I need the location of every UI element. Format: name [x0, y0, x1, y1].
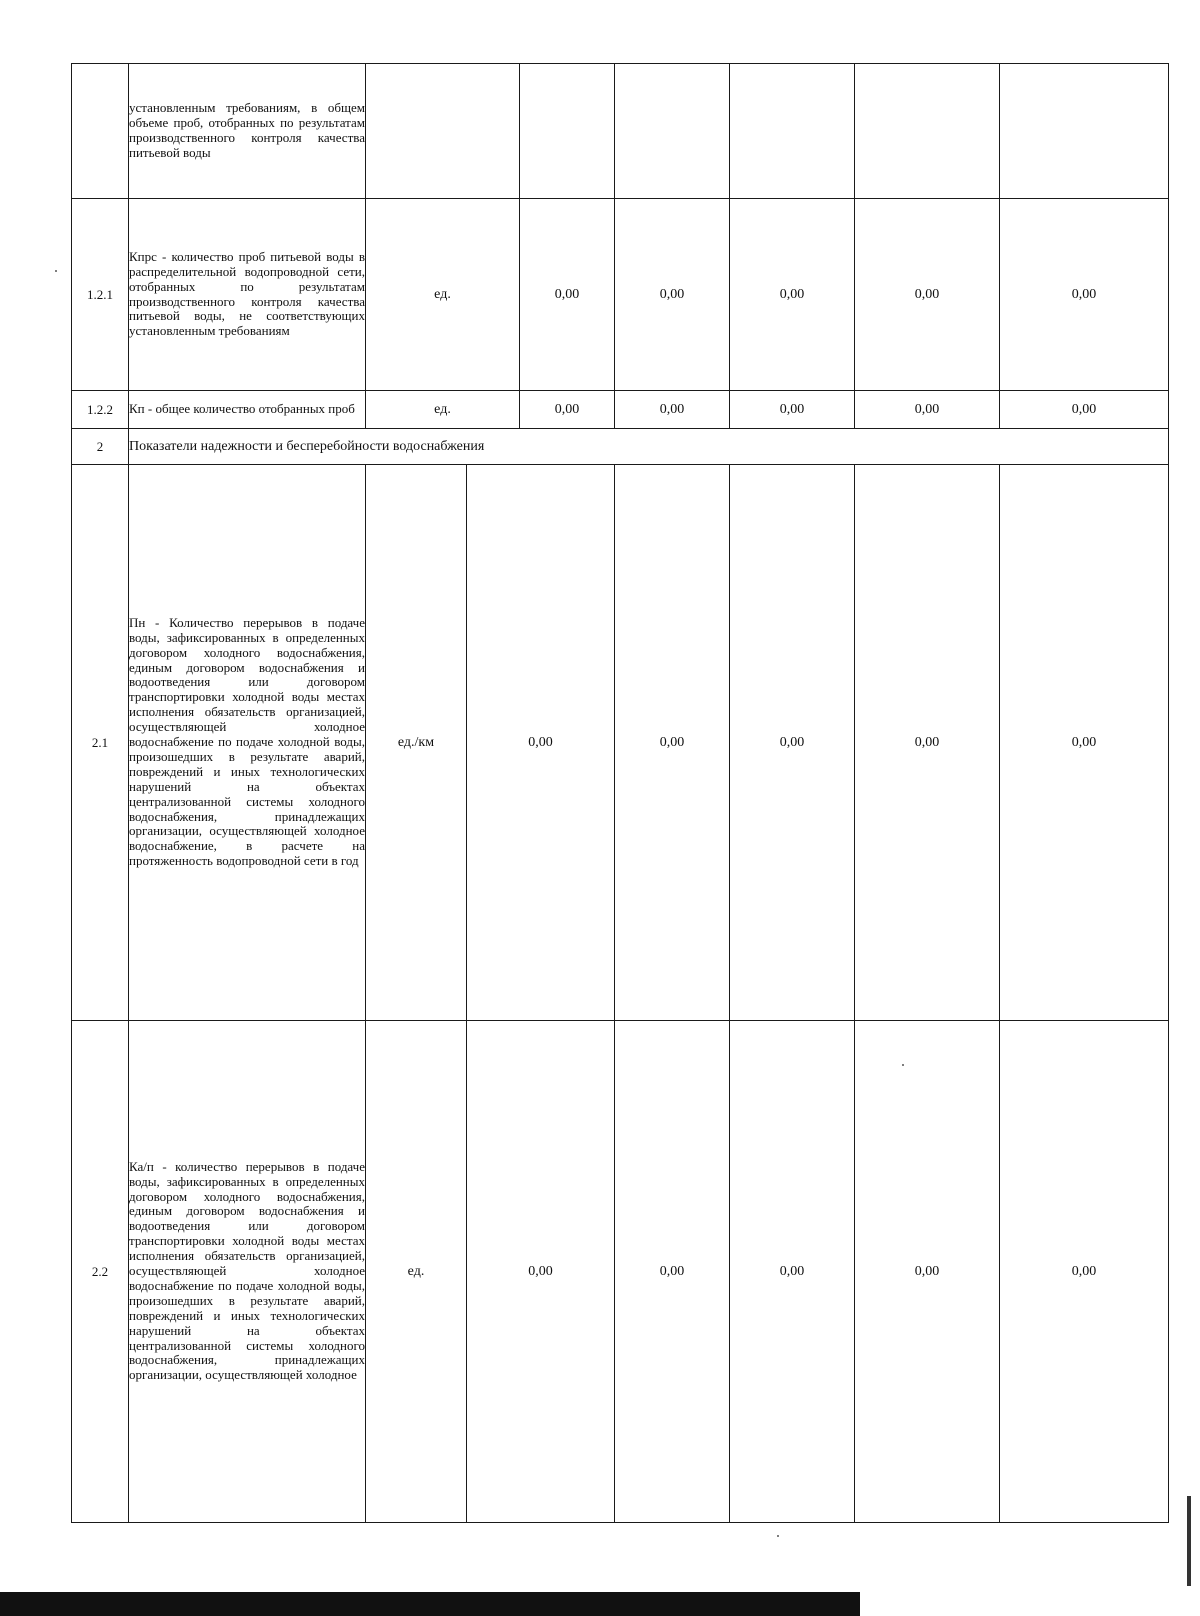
- value-cell: 0,00: [520, 391, 615, 429]
- scan-speck: [777, 1535, 779, 1537]
- row-number: 1.2.1: [72, 199, 129, 391]
- row-number: 2.1: [72, 465, 129, 1021]
- row-number: [72, 64, 129, 199]
- section-title: Показатели надежности и бесперебойности водоснабжения: [129, 429, 1169, 465]
- value-cell: 0,00: [855, 391, 1000, 429]
- value-cell: 0,00: [467, 465, 615, 1021]
- scan-edge-mark: [1187, 1496, 1191, 1586]
- value-cell: 0,00: [520, 199, 615, 391]
- section-row: [72, 429, 1169, 465]
- row-number: 2.2: [72, 1021, 129, 1523]
- value-cell: 0,00: [855, 199, 1000, 391]
- table-row: [72, 465, 1169, 1021]
- scan-shadow-bar: [0, 1592, 860, 1616]
- value-cell: 0,00: [615, 1021, 730, 1523]
- table-row: [72, 199, 1169, 391]
- indicator-description: установленным требованиям, в общем объеме проб, отобранных по результатам производственного контроля качества питьевой воды: [129, 64, 366, 199]
- unit-cell: ед.: [366, 199, 520, 391]
- unit-cell: [366, 64, 520, 199]
- value-cell: [615, 64, 730, 199]
- value-cell: 0,00: [730, 199, 855, 391]
- indicator-description: Пн - Количество перерывов в подаче воды, зафиксированных в определенных договором холодного водоснабжения, единым договором водоснабжения и водоотведения или договором транспортировки холодной воды местах исполнения обязательств организацией, осуществляющей холодное водоснабжение по подаче холодной воды, произошедших в результате аварий, повреждений и иных технологических нарушений на объектах централизованной системы холодного водоснабжения, принадлежащих организации, осуществляющей холодное водоснабжение, в расчете на протяженность водопроводной сети в год: [129, 465, 366, 1021]
- table-row: [72, 64, 1169, 199]
- row-number: 1.2.2: [72, 391, 129, 429]
- indicator-description: Ка/п - количество перерывов в подаче воды, зафиксированных в определенных договором холодного водоснабжения, единым договором водоснабжения и водоотведения или договором транспортировки холодной воды местах исполнения обязательств организацией, осуществляющей холодное водоснабжение по подаче холодной воды, произошедших в результате аварий, повреждений и иных технологических нарушений на объектах централизованной системы холодного водоснабжения, принадлежащих организации, осуществляющей холодное: [129, 1021, 366, 1523]
- value-cell: [1000, 64, 1169, 199]
- value-cell: 0,00: [730, 465, 855, 1021]
- indicator-description: Кпрс - количество проб питьевой воды в распределительной водопроводной сети, отобранных по результатам производственного контроля качества питьевой воды, не соответствующих установленным требованиям: [129, 199, 366, 391]
- value-cell: 0,00: [615, 465, 730, 1021]
- value-cell: 0,00: [855, 1021, 1000, 1523]
- scan-speck: [902, 1064, 904, 1066]
- value-cell: 0,00: [730, 1021, 855, 1523]
- indicators-table: [71, 63, 1169, 1523]
- indicator-description: Кп - общее количество отобранных проб: [129, 391, 366, 429]
- value-cell: 0,00: [855, 465, 1000, 1021]
- value-cell: 0,00: [1000, 465, 1169, 1021]
- unit-cell: ед./км: [366, 465, 467, 1021]
- value-cell: [520, 64, 615, 199]
- value-cell: [855, 64, 1000, 199]
- section-number: 2: [72, 429, 129, 465]
- value-cell: 0,00: [1000, 391, 1169, 429]
- scan-speck: [55, 270, 57, 272]
- value-cell: 0,00: [730, 391, 855, 429]
- unit-cell: ед.: [366, 1021, 467, 1523]
- value-cell: [730, 64, 855, 199]
- value-cell: 0,00: [1000, 199, 1169, 391]
- table-row: [72, 1021, 1169, 1523]
- value-cell: 0,00: [467, 1021, 615, 1523]
- table-row: [72, 391, 1169, 429]
- unit-cell: ед.: [366, 391, 520, 429]
- value-cell: 0,00: [615, 391, 730, 429]
- value-cell: 0,00: [615, 199, 730, 391]
- value-cell: 0,00: [1000, 1021, 1169, 1523]
